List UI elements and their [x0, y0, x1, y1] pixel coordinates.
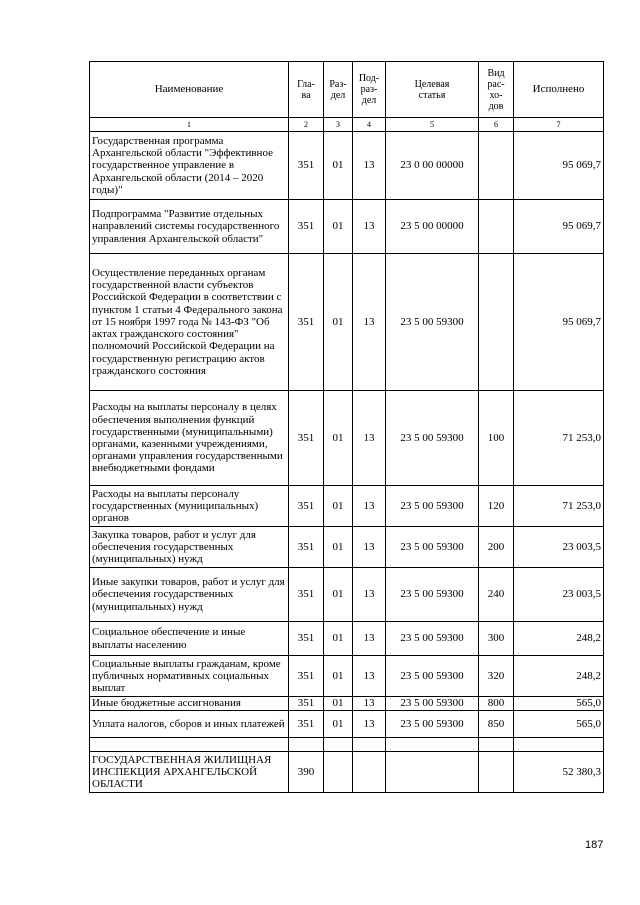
row-razdel: 01: [324, 622, 353, 656]
table-row-blank: [90, 738, 604, 752]
row-amount: 248,2: [514, 656, 604, 697]
row-name: Иные бюджетные ассигнования: [90, 697, 289, 711]
row-glava: 351: [289, 656, 324, 697]
row-amount: 71 253,0: [514, 486, 604, 527]
row-vid: [479, 132, 514, 200]
table-row: [90, 697, 604, 711]
row-statya: 23 5 00 59300: [386, 486, 479, 527]
row-podrazdel: 13: [353, 697, 386, 711]
row-razdel: 01: [324, 132, 353, 200]
row-razdel: [324, 752, 353, 793]
row-amount: 95 069,7: [514, 254, 604, 391]
row-vid: 240: [479, 568, 514, 622]
row-amount: 23 003,5: [514, 568, 604, 622]
row-razdel: 01: [324, 527, 353, 568]
row-razdel: 01: [324, 711, 353, 738]
header-statya: Целевая статья: [386, 62, 479, 118]
row-statya: 23 0 00 00000: [386, 132, 479, 200]
row-podrazdel: 13: [353, 656, 386, 697]
row-statya: [386, 752, 479, 793]
row-razdel: 01: [324, 200, 353, 254]
row-name: ГОСУДАРСТВЕННАЯ ЖИЛИЩНАЯ ИНСПЕКЦИЯ АРХАНГЕЛЬСКОЙ ОБЛАСТИ: [90, 752, 289, 793]
empty-cell: [514, 738, 604, 752]
budget-table: [89, 61, 604, 793]
row-glava: 351: [289, 200, 324, 254]
row-vid: [479, 200, 514, 254]
row-amount: 71 253,0: [514, 391, 604, 486]
row-statya: 23 5 00 59300: [386, 697, 479, 711]
row-razdel: 01: [324, 391, 353, 486]
row-statya: 23 5 00 59300: [386, 254, 479, 391]
row-razdel: 01: [324, 254, 353, 391]
row-statya: 23 5 00 59300: [386, 568, 479, 622]
row-podrazdel: 13: [353, 254, 386, 391]
table-row: [90, 486, 604, 527]
row-podrazdel: 13: [353, 622, 386, 656]
row-razdel: 01: [324, 697, 353, 711]
row-statya: 23 5 00 59300: [386, 527, 479, 568]
column-number: 7: [514, 118, 604, 132]
empty-cell: [386, 738, 479, 752]
column-number: 4: [353, 118, 386, 132]
column-number: 5: [386, 118, 479, 132]
table-row: [90, 391, 604, 486]
row-name: Социальное обеспечение и иные выплаты населению: [90, 622, 289, 656]
table-row: [90, 622, 604, 656]
row-vid: 200: [479, 527, 514, 568]
row-vid: 800: [479, 697, 514, 711]
table-row: [90, 568, 604, 622]
row-name: Закупка товаров, работ и услуг для обеспечения государственных (муниципальных) нужд: [90, 527, 289, 568]
row-podrazdel: 13: [353, 200, 386, 254]
row-amount: 565,0: [514, 697, 604, 711]
column-number: 2: [289, 118, 324, 132]
row-vid: 100: [479, 391, 514, 486]
row-podrazdel: 13: [353, 391, 386, 486]
row-podrazdel: 13: [353, 486, 386, 527]
header-vid: Вид рас- хо- дов: [479, 62, 514, 118]
row-razdel: 01: [324, 568, 353, 622]
header-glava: Гла- ва: [289, 62, 324, 118]
row-name: Социальные выплаты гражданам, кроме публичных нормативных социальных выплат: [90, 656, 289, 697]
row-amount: 95 069,7: [514, 132, 604, 200]
row-amount: 248,2: [514, 622, 604, 656]
row-glava: 390: [289, 752, 324, 793]
row-vid: 850: [479, 711, 514, 738]
row-glava: 351: [289, 486, 324, 527]
row-glava: 351: [289, 568, 324, 622]
column-number: 1: [90, 118, 289, 132]
row-podrazdel: 13: [353, 711, 386, 738]
table-body: [90, 132, 604, 793]
header-name: Наименование: [90, 62, 289, 118]
row-vid: [479, 752, 514, 793]
row-statya: 23 5 00 00000: [386, 200, 479, 254]
table-row: [90, 200, 604, 254]
table-row-total: [90, 752, 604, 793]
row-name: Подпрограмма "Развитие отдельных направлений системы государственного управления Архангельской области": [90, 200, 289, 254]
table-row: [90, 254, 604, 391]
row-amount: 565,0: [514, 711, 604, 738]
header-podrazdel: Под- раз- дел: [353, 62, 386, 118]
row-amount: 23 003,5: [514, 527, 604, 568]
row-glava: 351: [289, 622, 324, 656]
row-razdel: 01: [324, 486, 353, 527]
row-vid: 320: [479, 656, 514, 697]
row-name: Иные закупки товаров, работ и услуг для обеспечения государственных (муниципальных) нужд: [90, 568, 289, 622]
table-row: [90, 132, 604, 200]
table-row: [90, 711, 604, 738]
page-number: 187: [585, 839, 604, 851]
row-glava: 351: [289, 697, 324, 711]
row-name: Расходы на выплаты персоналу в целях обеспечения выполнения функций государственными (муниципальными) органами, казенными учреждениями, органами управления государственными внебюджетными фондами: [90, 391, 289, 486]
row-amount: 52 380,3: [514, 752, 604, 793]
row-vid: 300: [479, 622, 514, 656]
table-row: [90, 656, 604, 697]
row-statya: 23 5 00 59300: [386, 656, 479, 697]
row-name: Уплата налогов, сборов и иных платежей: [90, 711, 289, 738]
column-number: 3: [324, 118, 353, 132]
row-glava: 351: [289, 391, 324, 486]
row-vid: [479, 254, 514, 391]
empty-cell: [90, 738, 289, 752]
column-number-row: [90, 118, 604, 132]
row-podrazdel: 13: [353, 568, 386, 622]
row-vid: 120: [479, 486, 514, 527]
empty-cell: [479, 738, 514, 752]
row-glava: 351: [289, 711, 324, 738]
header-amount: Исполнено: [514, 62, 604, 118]
row-podrazdel: [353, 752, 386, 793]
header-razdel: Раз- дел: [324, 62, 353, 118]
row-statya: 23 5 00 59300: [386, 622, 479, 656]
row-statya: 23 5 00 59300: [386, 391, 479, 486]
row-podrazdel: 13: [353, 527, 386, 568]
row-name: Государственная программа Архангельской области "Эффективное государственное управление в Архангельской области (2014 – 2020 годы)": [90, 132, 289, 200]
empty-cell: [289, 738, 324, 752]
empty-cell: [324, 738, 353, 752]
table-row: [90, 527, 604, 568]
header-row: [90, 62, 604, 118]
row-glava: 351: [289, 527, 324, 568]
empty-cell: [353, 738, 386, 752]
row-glava: 351: [289, 254, 324, 391]
row-razdel: 01: [324, 656, 353, 697]
row-name: Расходы на выплаты персоналу государственных (муниципальных) органов: [90, 486, 289, 527]
row-podrazdel: 13: [353, 132, 386, 200]
column-number: 6: [479, 118, 514, 132]
row-name: Осуществление переданных органам государственной власти субъектов Российской Федерации в соответствии с пунктом 1 статьи 4 Федерального закона от 15 ноября 1997 года № 143-ФЗ "Об актах гражданского состояния" полномочий Российской Федерации на государственную регистрацию актов гражданского состояния: [90, 254, 289, 391]
row-statya: 23 5 00 59300: [386, 711, 479, 738]
row-glava: 351: [289, 132, 324, 200]
row-amount: 95 069,7: [514, 200, 604, 254]
